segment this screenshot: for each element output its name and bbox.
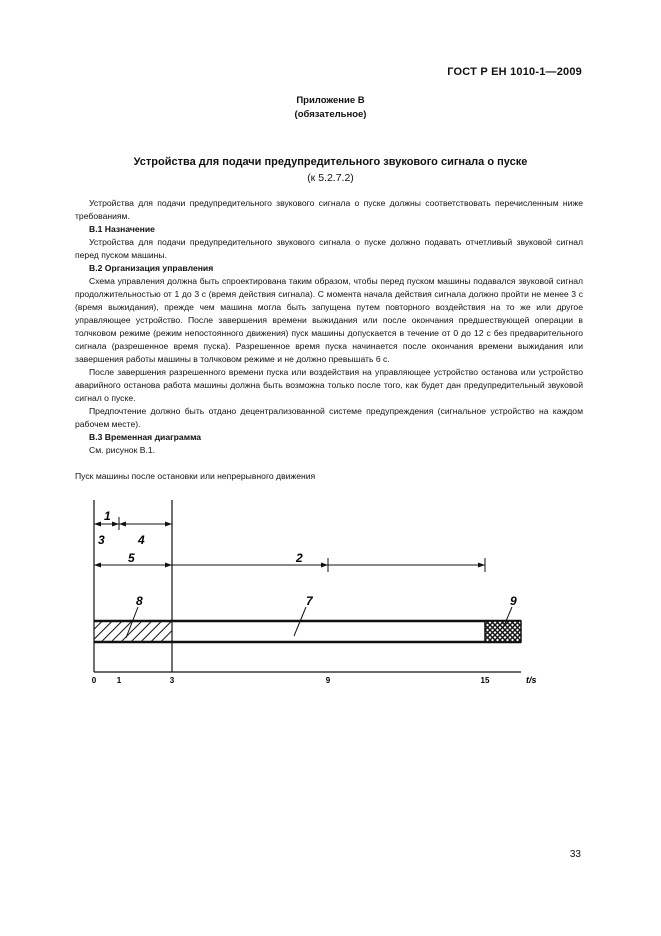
b2-paragraph-2: После завершения разрешенного времени пуска или воздействия на управляющее устройство останова или устройство аварийного останова работа машины должна быть возможна только после того, как будет дан предупредительный звуковой сигнал о пуске. [75,367,583,403]
tick-9: 9 [325,676,331,685]
b3-heading: В.3 Временная диаграмма [89,432,202,442]
label-7: 7 [306,594,313,608]
b1-paragraph: Устройства для подачи предупредительного звукового сигнала о пуске должно подавать отчетливый звуковой сигнал перед пуском машины. [75,237,583,260]
standard-number: ГОСТ Р ЕН 1010-1—2009 [447,66,582,78]
label-3: 3 [98,533,105,547]
tick-1: 1 [116,676,122,685]
arrow-4-left [119,522,126,527]
arrow-2-mid [321,563,328,568]
arrow-2-right [478,563,485,568]
arrow-5-left [94,563,101,568]
arrow-5-right [165,563,172,568]
section-reference: (к 5.2.7.2) [307,172,354,184]
tick-15: 15 [480,676,490,685]
intro-paragraph: Устройства для подачи предупредительного звукового сигнала о пуске должны соответствовать перечисленным ниже требованиям. [75,198,583,221]
bar-crosshatched-segment [485,621,521,642]
b2-paragraph-3: Предпочтение должно быть отдано децентрализованной системе предупреждения (сигнальное устройство на каждом рабочем месте). [75,406,583,429]
axis-label: t/s [526,675,537,685]
arrow-1-right [112,522,119,527]
annex-title: Приложение В [296,95,365,106]
b3-paragraph: См. рисунок В.1. [89,445,156,455]
label-5: 5 [128,551,135,565]
bar-hatched-segment [94,621,172,642]
b2-paragraph-1: Схема управления должна быть спроектирована таким образом, чтобы перед пуском машины подавался звуковой сигнал продолжительностью от 1 до 3 с (время действия сигнала). С момента начала действия сигнала должно пройти не менее 3 с (время выжидания), прежде чем машина могла быть запущена путем повторного воздействия на то же или другое управляющее устройство. После завершения времени выжидания или после окончания предшествующей операции в толчковом режиме (режим непостоянного движения) пуск машины допускается в течение от 0 до 12 с без предварительного сигнала (разрешенное время пуска). Разрешенное время пуска начинается после окончания времени выжидания или завершения работы машины в толчковом режиме и не должно превышать 6 с. [75,276,583,364]
page-number: 33 [569,849,581,860]
label-1: 1 [104,509,111,523]
arrow-4-right [165,522,172,527]
tick-3: 3 [169,676,175,685]
arrow-1-left [94,522,101,527]
label-9: 9 [510,594,517,608]
b1-heading: В.1 Назначение [89,224,155,234]
figure-caption: Пуск машины после остановки или непрерывного движения [75,471,316,481]
section-title: Устройства для подачи предупредительного звукового сигнала о пуске [133,156,528,168]
b2-heading: В.2 Организация управления [89,263,214,273]
label-4: 4 [138,533,145,547]
tick-0: 0 [91,676,97,685]
label-8: 8 [136,594,143,608]
label-2: 2 [296,551,303,565]
annex-status: (обязательное) [294,109,367,120]
